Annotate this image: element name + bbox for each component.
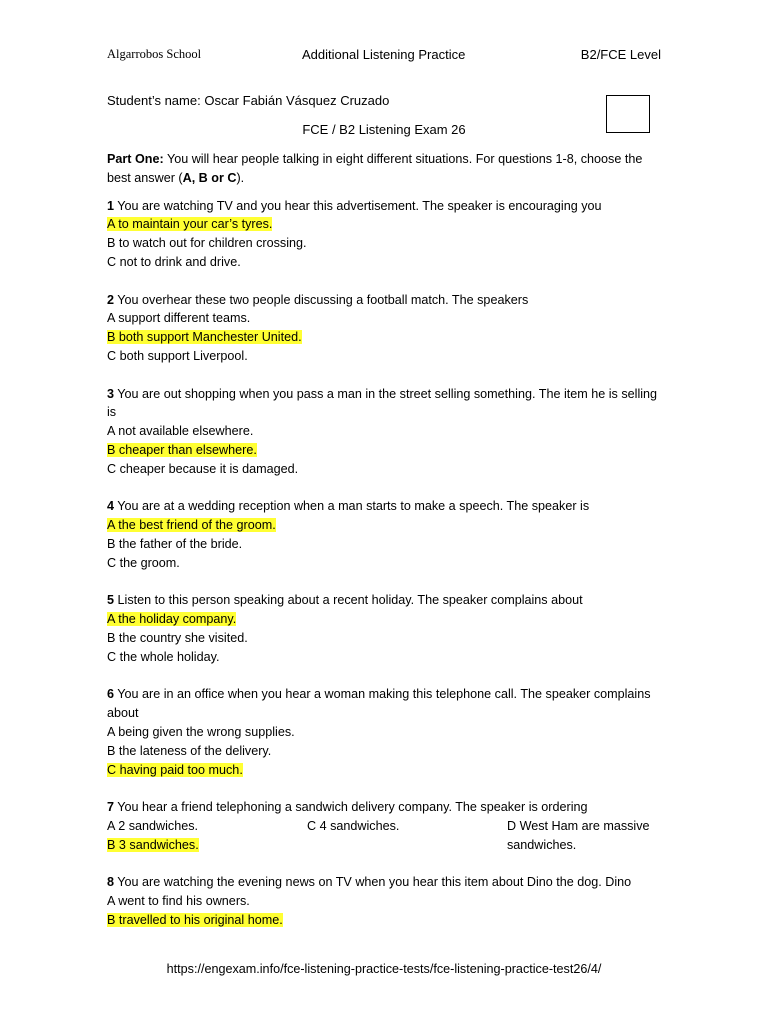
question-number: 7 (107, 800, 115, 815)
question-stem: You are watching TV and you hear this advertisement. The speaker is encouraging you (114, 198, 602, 213)
question-number: 4 (107, 499, 115, 514)
option-b: B the country she visited. (107, 630, 248, 645)
option-d-line-2: sandwiches. (507, 837, 577, 852)
option-b-selected: B both support Manchester United. (107, 330, 302, 345)
option-c-selected: C having paid too much. (107, 762, 243, 777)
option-c: C 4 sandwiches. (307, 818, 400, 833)
student-name-line (107, 93, 389, 108)
header-level: B2/FCE Level (580, 47, 661, 62)
header-title: Additional Listening Practice (302, 47, 466, 62)
part-label: Part One: (107, 152, 164, 166)
question-2 (107, 291, 663, 366)
question-6 (107, 685, 663, 779)
question-stem: You overhear these two people discussing a football match. The speakers (114, 292, 529, 307)
option-b-selected: B travelled to his original home. (107, 912, 283, 927)
option-column-1 (107, 817, 199, 855)
intro-text-1: You will hear people talking in eight different situations. For questions 1-8, choose the best answer ( (107, 152, 643, 185)
option-a: A being given the wrong supplies. (107, 724, 295, 739)
option-b: B to watch out for children crossing. (107, 236, 307, 251)
question-stem: You hear a friend telephoning a sandwich delivery company. The speaker is ordering (114, 800, 588, 815)
header-school: Algarrobos School (107, 47, 202, 61)
question-number: 2 (107, 292, 115, 307)
student-label: Student’s name: (107, 93, 201, 108)
part-one-intro (107, 150, 663, 188)
question-number: 3 (107, 386, 115, 401)
option-columns (107, 817, 663, 855)
footer-url: https://engexam.info/fce-listening-practice-tests/fce-listening-practice-test26/4/ (166, 962, 602, 976)
intro-text-2: ). (236, 170, 245, 185)
student-name: Oscar Fabián Vásquez Cruzado (204, 93, 390, 108)
question-stem: You are in an office when you hear a woman making this telephone call. The speaker complains about (107, 687, 651, 721)
question-number: 8 (107, 875, 115, 890)
question-number: 6 (107, 687, 115, 702)
exam-content (107, 150, 663, 948)
option-column-3 (507, 817, 650, 855)
question-3 (107, 385, 663, 479)
option-a: A support different teams. (107, 311, 251, 326)
option-a: A not available elsewhere. (107, 424, 254, 439)
option-c: C the whole holiday. (107, 649, 220, 664)
intro-options: A, B or C (182, 170, 237, 185)
question-number: 1 (107, 198, 115, 213)
exam-title: FCE / B2 Listening Exam 26 (302, 122, 466, 137)
option-c: C both support Liverpool. (107, 348, 248, 363)
question-stem: You are out shopping when you pass a man in the street selling something. The item he is selling is (107, 386, 658, 420)
question-7 (107, 798, 663, 854)
question-stem: You are at a wedding reception when a man starts to make a speech. The speaker is (114, 499, 590, 514)
option-c: C not to drink and drive. (107, 254, 241, 269)
question-stem: Listen to this person speaking about a recent holiday. The speaker complains about (114, 593, 583, 608)
question-8 (107, 873, 663, 929)
question-number: 5 (107, 593, 115, 608)
question-stem: You are watching the evening news on TV when you hear this item about Dino the dog. Dino (114, 875, 632, 890)
option-a: A went to find his owners. (107, 894, 250, 909)
option-c: C the groom. (107, 555, 180, 570)
option-b: B the lateness of the delivery. (107, 743, 272, 758)
option-d-line-1: D West Ham are massive (507, 818, 650, 833)
option-a-selected: A the best friend of the groom. (107, 518, 276, 533)
question-1 (107, 197, 663, 272)
option-b: B the father of the bride. (107, 536, 243, 551)
question-5 (107, 591, 663, 666)
option-column-2 (307, 817, 399, 836)
option-b-selected: B 3 sandwiches. (107, 837, 199, 852)
option-c: C cheaper because it is damaged. (107, 461, 299, 476)
option-a-selected: A to maintain your car’s tyres. (107, 217, 273, 232)
option-b-selected: B cheaper than elsewhere. (107, 442, 257, 457)
option-a: A 2 sandwiches. (107, 818, 199, 833)
option-a-selected: A the holiday company. (107, 612, 237, 627)
question-4 (107, 497, 663, 572)
